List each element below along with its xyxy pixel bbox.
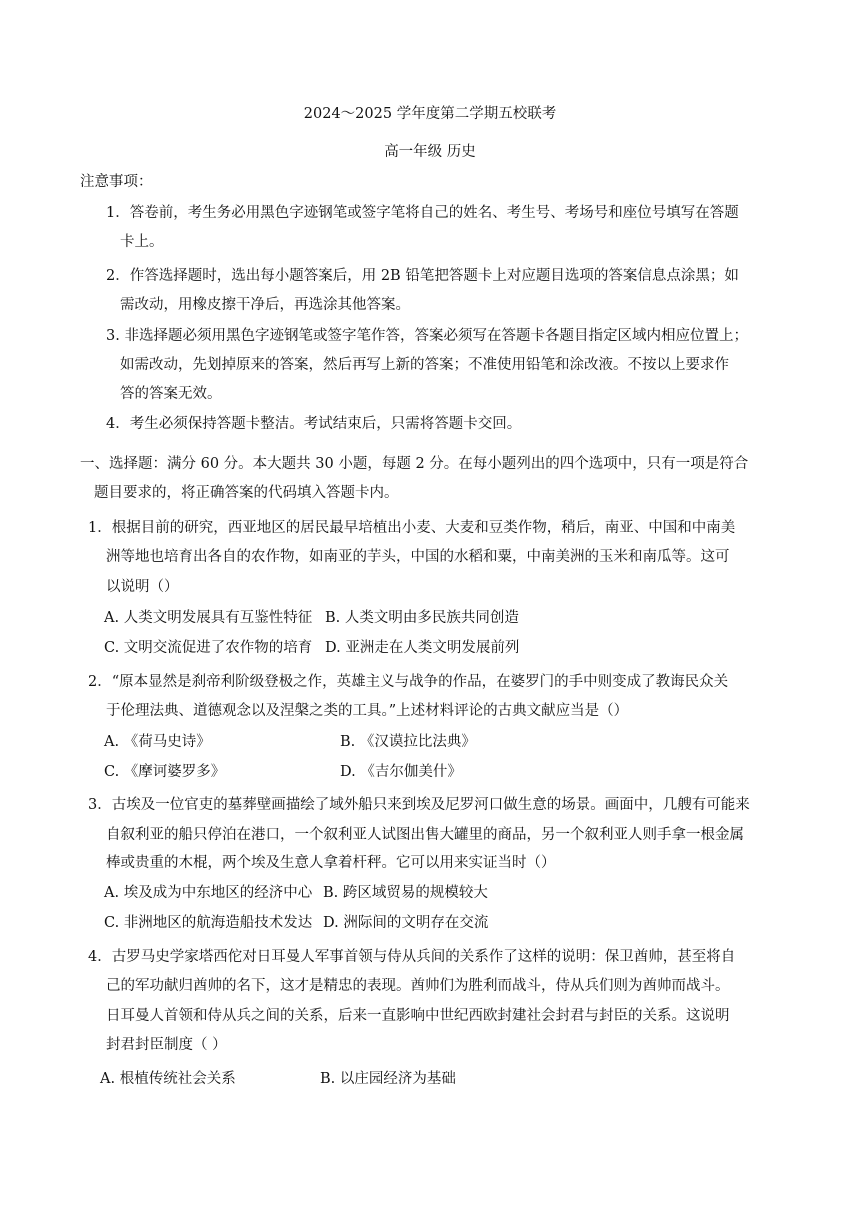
question-3-option-c[interactable]: C. 非洲地区的航海造船技术发达 <box>104 915 313 931</box>
question-4-line-3: 日耳曼人首领和侍从兵之间的关系，后来一直影响中世纪西欧封建社会封君与封臣的关系。这说明 <box>106 1008 730 1024</box>
notice-item-3-line-2: 如需改动，先划掉原来的答案，然后再写上新的答案；不准使用铅笔和涂改液。不按以上要求作 <box>120 357 729 373</box>
question-1-line-2: 洲等地也培育出各自的农作物，如南亚的芋头，中国的水稻和粟，中南美洲的玉米和南瓜等。这可 <box>106 549 730 565</box>
notice-item-2-line-1: 2．作答选择题时，选出每小题答案后，用 2B 铅笔把答题卡上对应题目选项的答案信息点涂黑；如 <box>106 268 739 284</box>
question-2-option-d[interactable]: D. 《吉尔伽美什》 <box>340 764 462 780</box>
notice-item-1-line-1: 1．答卷前，考生务必用黑色字迹钢笔或签字笔将自己的姓名、考生号、考场号和座位号填写在答题 <box>106 205 739 221</box>
question-4-line-4: 封君封臣制度（ ） <box>106 1037 227 1053</box>
question-2-option-c[interactable]: C. 《摩诃婆罗多》 <box>104 764 226 780</box>
question-2-option-a[interactable]: A. 《荷马史诗》 <box>104 734 211 750</box>
question-1-option-d[interactable]: D. 亚洲走在人类文明发展前列 <box>325 640 520 656</box>
question-1-option-a[interactable]: A. 人类文明发展具有互鉴性特征 <box>104 610 313 626</box>
section-1-instructions: 一、选择题：满分 60 分。本大题共 30 小题，每题 2 分。在每小题列出的四个选项中，只有一项是符合 <box>80 456 749 472</box>
exam-title: 2024～2025 学年度第二学期五校联考 <box>303 106 557 122</box>
question-3-line-3: 棒或贵重的木棍，两个埃及生意人拿着杆秤。它可以用来实证当时（） <box>106 855 556 871</box>
notice-heading: 注意事项： <box>80 174 153 190</box>
notice-item-3-line-3: 答的答案无效。 <box>120 386 222 402</box>
question-4-line-2: 己的军功献归酋帅的名下，这才是精忠的表现。酋帅们为胜利而战斗，侍从兵们则为酋帅而战斗。 <box>106 978 730 994</box>
question-3-line-1: 3．古埃及一位官吏的墓葬壁画描绘了域外船只来到埃及尼罗河口做生意的场景。画面中，几艘有可能来 <box>88 797 750 813</box>
exam-subtitle: 高一年级 历史 <box>384 144 476 160</box>
section-1-instructions-cont: 题目要求的，将正确答案的代码填入答题卡内。 <box>94 485 399 501</box>
question-4-option-b[interactable]: B. 以庄园经济为基础 <box>320 1071 456 1087</box>
question-2-line-2: 于伦理法典、道德观念以及涅槃之类的工具。”上述材料评论的古典文献应当是（） <box>106 703 629 719</box>
question-2-option-b[interactable]: B. 《汉谟拉比法典》 <box>340 734 476 750</box>
question-2-line-1: 2．“原本显然是刹帝利阶级登极之作，英雄主义与战争的作品，在婆罗门的手中则变成了教诲民众关 <box>88 674 729 690</box>
question-3-option-a[interactable]: A. 埃及成为中东地区的经济中心 <box>104 885 313 901</box>
question-3-option-d[interactable]: D. 洲际间的文明存在交流 <box>323 915 489 931</box>
question-1-line-1: 1．根据目前的研究，西亚地区的居民最早培植出小麦、大麦和豆类作物，稍后，南亚、中国和中南美 <box>88 520 736 536</box>
notice-item-1-line-2: 卡上。 <box>120 234 164 250</box>
question-4-line-1: 4．古罗马史学家塔西佗对日耳曼人军事首领与侍从兵间的关系作了这样的说明：保卫酋帅，甚至将自 <box>88 949 736 965</box>
question-1-line-3: 以说明（） <box>106 579 179 595</box>
question-1-option-b[interactable]: B. 人类文明由多民族共同创造 <box>325 610 519 626</box>
question-3-line-2: 自叙利亚的船只停泊在港口，一个叙利亚人试图出售大罐里的商品，另一个叙利亚人则手拿一根金属 <box>106 827 744 843</box>
question-4-option-a[interactable]: A. 根植传统社会关系 <box>100 1071 236 1087</box>
notice-item-4-line-1: 4．考生必须保持答题卡整洁。考试结束后，只需将答题卡交回。 <box>106 416 522 432</box>
notice-item-2-line-2: 需改动，用橡皮擦干净后，再选涂其他答案。 <box>120 297 410 313</box>
question-3-option-b[interactable]: B. 跨区域贸易的规模较大 <box>323 885 488 901</box>
question-1-option-c[interactable]: C. 文明交流促进了农作物的培育 <box>104 640 313 656</box>
notice-item-3-line-1: 3. 非选择题必须用黑色字迹钢笔或签字笔作答，答案必须写在答题卡各题目指定区域内相应位置上； <box>106 328 748 344</box>
